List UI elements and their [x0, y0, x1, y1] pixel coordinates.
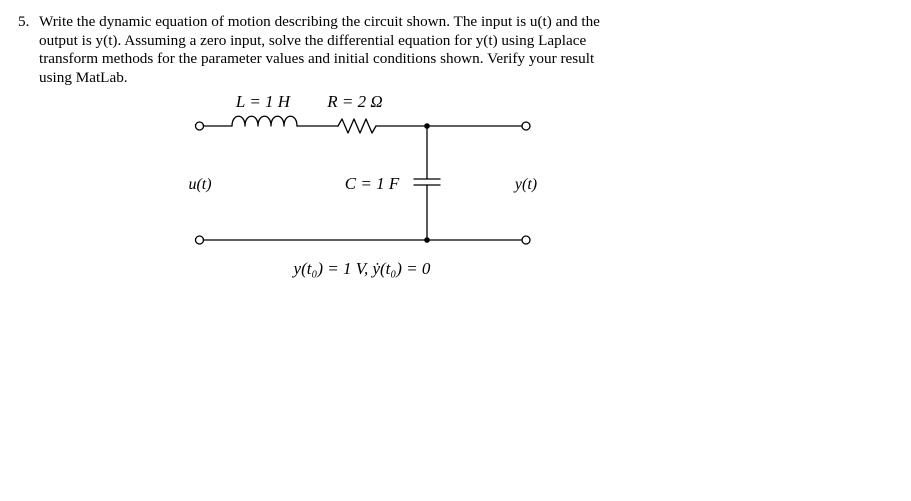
input-terminal-bottom	[196, 236, 204, 244]
input-terminal-top	[196, 122, 204, 130]
output-terminal-bottom	[522, 236, 530, 244]
inductor-symbol	[232, 116, 297, 126]
resistor-label: R = 2 Ω	[327, 92, 383, 111]
inductor-label: L = 1 H	[235, 92, 291, 111]
output-terminal-top	[522, 122, 530, 130]
output-label: y(t)	[514, 176, 538, 193]
problem-number: 5.	[18, 13, 30, 30]
capacitor-label: C = 1 F	[344, 174, 400, 193]
initial-conditions: y(t₀) = 1 V, ẏ(t₀) = 0	[293, 259, 431, 278]
problem-line-1: Write the dynamic equation of motion describing the circuit shown. The input is u(t) and the	[39, 13, 600, 30]
problem-line-3: transform methods for the parameter values and initial conditions shown. Verify your result	[39, 50, 595, 68]
problem-line-4: using MatLab.	[39, 68, 128, 86]
problem-line-2: output is y(t). Assuming a zero input, solve the differential equation for y(t) using Laplace	[39, 31, 587, 49]
resistor-symbol	[338, 119, 376, 133]
junction-dot-top	[424, 123, 430, 129]
input-label: u(t)	[188, 176, 212, 193]
junction-dot-bottom	[424, 237, 430, 243]
